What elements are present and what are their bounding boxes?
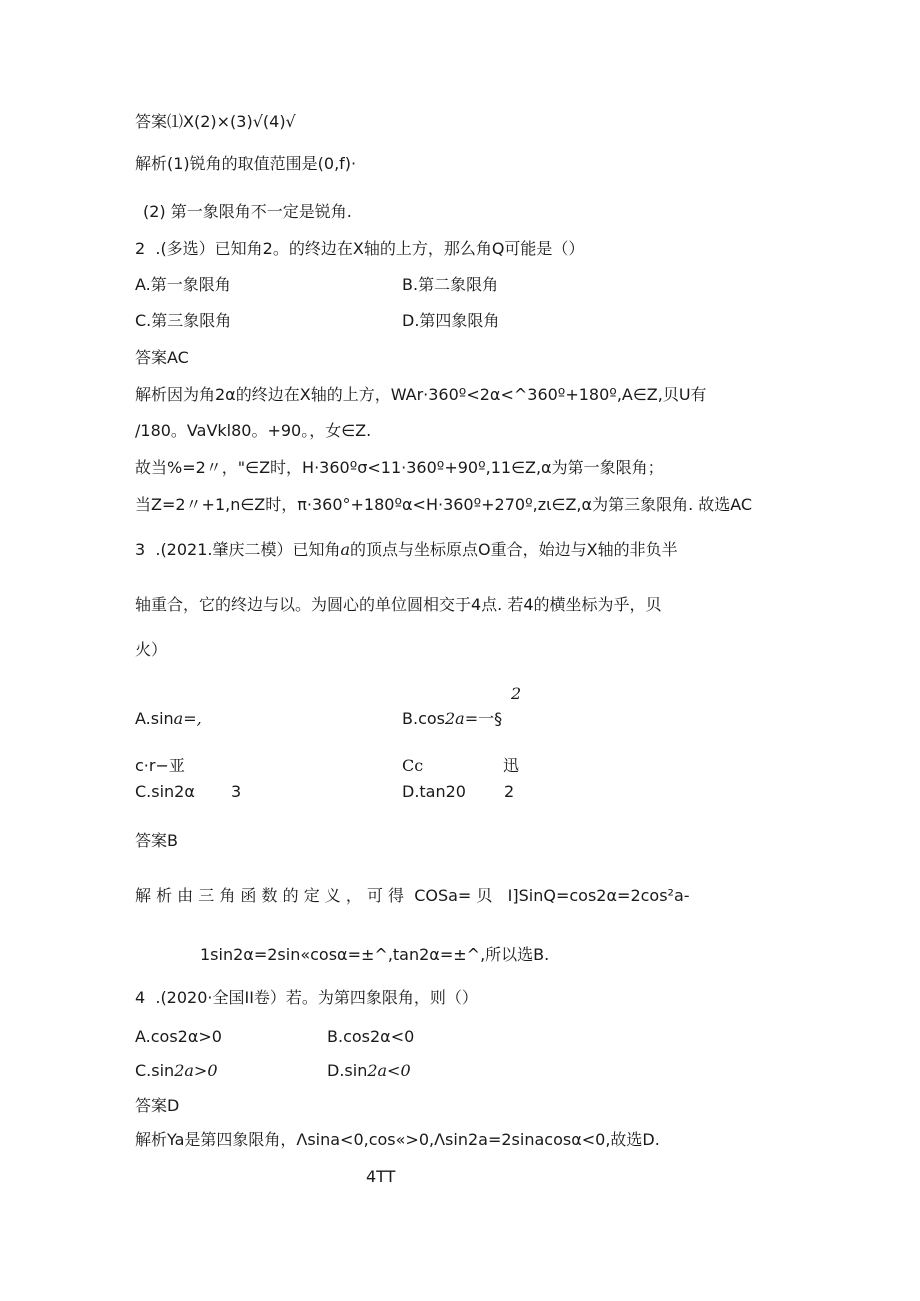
analysis-q2-line-4: 当Z=2〃+1,n∈Z时，π·360°+180ºα<H·360º+270º,zι∈Z,α为第三象限角. 故选AC <box>135 495 753 514</box>
q3-option-a-text: A.sin <box>135 709 174 728</box>
fraction-fragment: 4TT <box>366 1167 396 1186</box>
q3-fraction-row-b: Cc <box>402 756 424 775</box>
q2-option-a: A.第一象限角 <box>135 275 231 294</box>
analysis-q3-line-1: 解 析 由 三 角 函 数 的 定 义 ， 可 得 COSa= 贝 I]SinQ=cos2α=2cos²a- <box>135 886 690 905</box>
q3-option-c-value: 3 <box>231 782 242 801</box>
q4-option-b: B.cos2α<0 <box>327 1027 415 1046</box>
answer-line-4: 答案D <box>135 1096 180 1115</box>
q4-option-c-expr: 2a>0 <box>174 1061 218 1080</box>
q3-option-b-text: B.cos <box>402 709 445 728</box>
q3-text-a: 3 .(2021.肇庆二模）已知角 <box>135 540 341 559</box>
analysis-q2-line-2: /180。VaVkl80。+90。，女∈Z. <box>135 421 372 440</box>
q4-option-c-text: C.sin <box>135 1061 175 1080</box>
q3-fraction-row-c: 迅 <box>503 756 520 775</box>
q4-option-d-expr: 2a<0 <box>367 1061 411 1080</box>
q2-option-c: C.第三象限角 <box>135 311 232 330</box>
q4-option-d <box>327 1061 411 1081</box>
q3-option-b-expr: 2a= <box>444 709 479 728</box>
q3-option-a-expr: a=, <box>173 709 202 728</box>
question-4: 4 .(2020·全国II卷）若。为第四象限角，则（） <box>135 988 478 1007</box>
analysis-q2-line-3: 故当%=2〃，"∈Z时，H·360ºσ<11·360º+90º,11∈Z,α为第一象限角； <box>135 458 664 477</box>
q3-option-c: C.sin2α <box>135 782 195 801</box>
analysis-q4-line-1: 解析Ya是第四象限角，Λsina<0,cos«>0,Λsin2a=2sinacosα<0,故选D. <box>135 1130 660 1149</box>
answer-line-1: 答案⑴X(2)×(3)√(4)√ <box>135 112 296 131</box>
question-3-line-3: 火） <box>135 640 168 659</box>
analysis-q2-line-1: 解析因为角2α的终边在X轴的上方，WAr·360º<2α<^360º+180º,A∈Z,贝U有 <box>135 385 707 404</box>
analysis-q3-line-2: 1sin2α=2sin«cosα=±^,tan2α=±^,所以选B. <box>200 945 550 964</box>
q3-option-a <box>135 709 202 729</box>
fraction-numerator: 2 <box>511 684 522 703</box>
q2-option-b: B.第二象限角 <box>402 275 499 294</box>
question-2: 2 .(多选）已知角2。的终边在X轴的上方，那么角Q可能是（） <box>135 239 585 258</box>
answer-line-2: 答案AC <box>135 348 189 367</box>
q3-option-d-value: 2 <box>504 782 515 801</box>
q3-option-b-tail: 一§ <box>478 709 503 728</box>
q4-option-d-text: D.sin <box>327 1061 368 1080</box>
question-3-line-2: 轴重合，它的终边与以。为圆心的单位圆相交于4点. 若4的横坐标为乎，贝 <box>135 595 662 614</box>
q4-option-c <box>135 1061 218 1081</box>
q3-fraction-row-a: c·r−亚 <box>135 756 185 775</box>
analysis-line-2: (2) 第一象限角不一定是锐角. <box>143 202 352 221</box>
answer-line-3: 答案B <box>135 831 178 850</box>
q4-option-a: A.cos2α>0 <box>135 1027 222 1046</box>
q3-option-b <box>402 709 502 729</box>
q3-text-b: 的顶点与坐标原点O重合，始边与X轴的非负半 <box>350 540 678 559</box>
q3-alpha: a <box>340 540 351 559</box>
q2-option-d: D.第四象限角 <box>402 311 500 330</box>
analysis-line-1: 解析(1)锐角的取值范围是(0,f)· <box>135 154 357 173</box>
question-3-line-1 <box>135 540 678 560</box>
q3-option-d: D.tan20 <box>402 782 466 801</box>
